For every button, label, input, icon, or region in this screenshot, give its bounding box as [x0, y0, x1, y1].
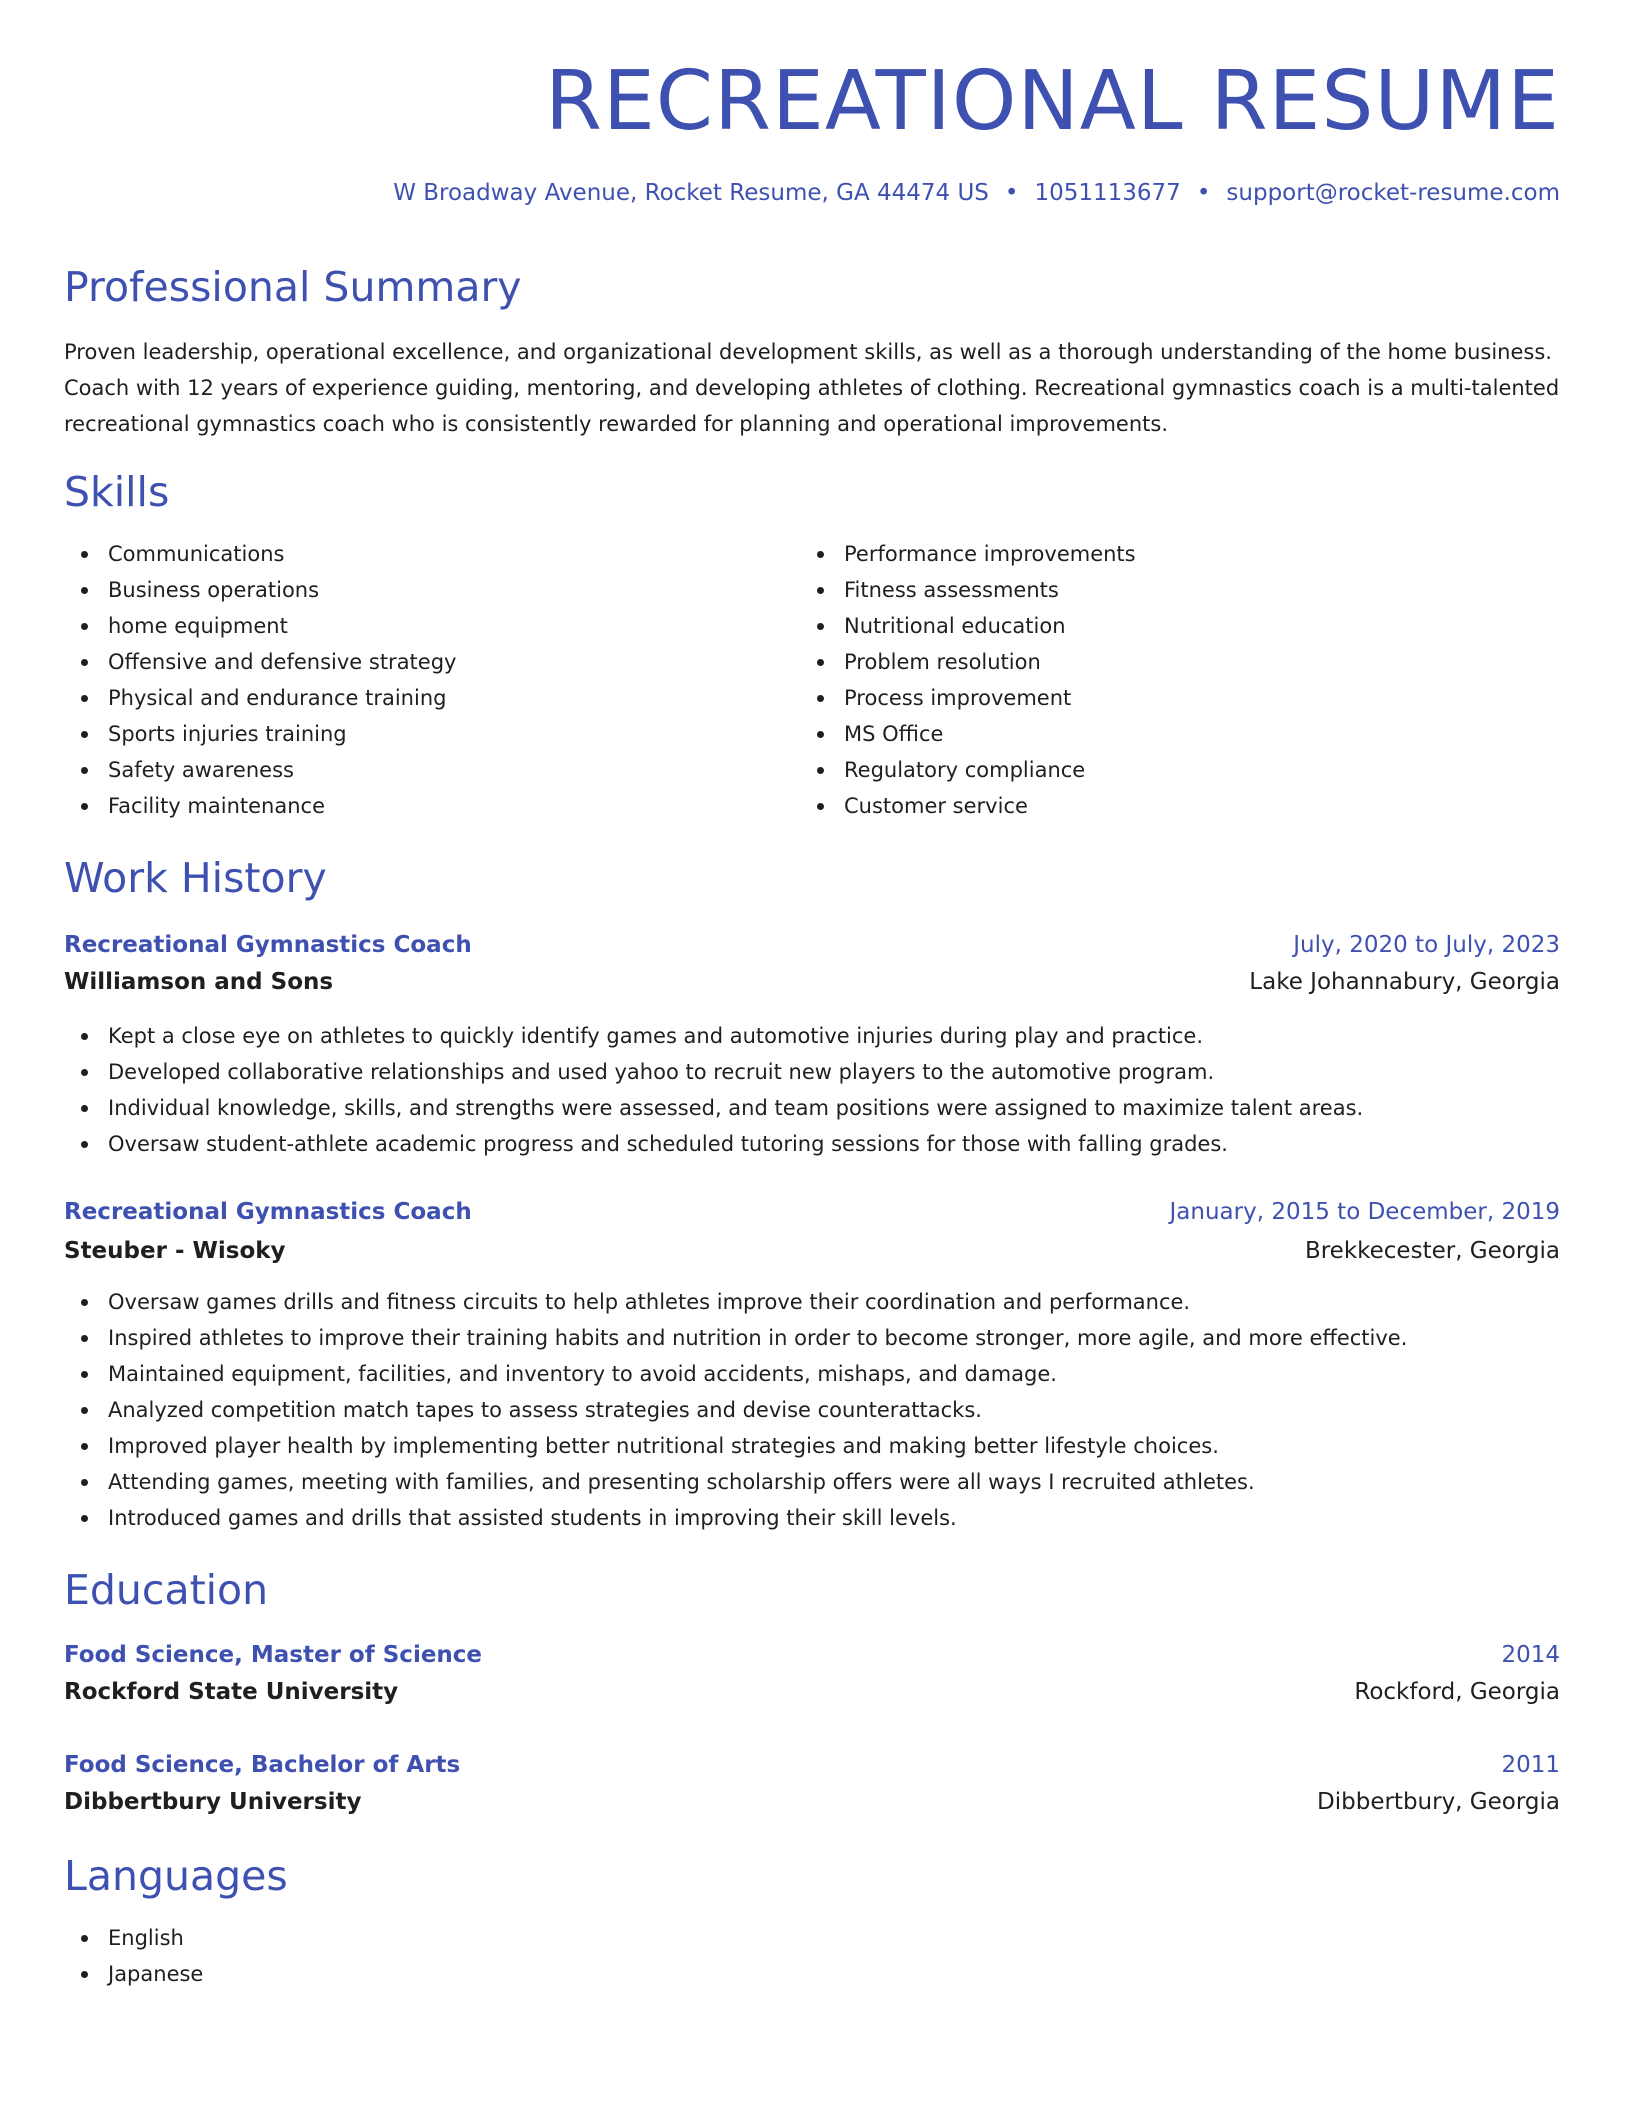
job-header	[64, 927, 1560, 963]
job-header	[64, 1194, 1560, 1230]
skills-list-right	[800, 536, 1136, 824]
education-degree: Food Science, Bachelor of Arts	[64, 1752, 461, 1778]
education-degree: Food Science, Master of Science	[64, 1642, 483, 1668]
education-school: Dibbertbury University	[64, 1789, 362, 1815]
skill-item: home equipment	[64, 608, 456, 644]
skill-item: Problem resolution	[800, 644, 1136, 680]
section-title-education: Education	[64, 1566, 269, 1614]
education-location: Dibbertbury, Georgia	[1317, 1789, 1560, 1815]
language-item: English	[64, 1920, 203, 1956]
section-title-skills: Skills	[64, 468, 170, 516]
education-header	[64, 1747, 1560, 1783]
skills-list-left	[64, 536, 456, 824]
job-bullet: Oversaw games drills and fitness circuits to help athletes improve their coordination and performance.	[64, 1284, 1407, 1320]
job-subheader	[64, 1233, 1560, 1269]
job-bullet: Analyzed competition match tapes to assess strategies and devise counterattacks.	[64, 1392, 1407, 1428]
education-year: 2011	[1501, 1752, 1560, 1778]
job-dates: July, 2020 to July, 2023	[1293, 932, 1560, 958]
contact-phone: 1051113677	[1034, 180, 1181, 206]
job-bullet: Inspired athletes to improve their training habits and nutrition in order to become stronger, more agile, and more effective.	[64, 1320, 1407, 1356]
education-header	[64, 1637, 1560, 1673]
contact-address: W Broadway Avenue, Rocket Resume, GA 44474 US	[393, 180, 989, 206]
education-subheader	[64, 1784, 1560, 1820]
skill-item: Regulatory compliance	[800, 752, 1136, 788]
skill-item: Safety awareness	[64, 752, 456, 788]
job-bullet: Attending games, meeting with families, and presenting scholarship offers were all ways I recruited athletes.	[64, 1464, 1407, 1500]
languages-list	[64, 1920, 203, 1992]
education-school: Rockford State University	[64, 1679, 399, 1705]
education-year: 2014	[1501, 1642, 1560, 1668]
job-subheader	[64, 964, 1560, 1000]
section-title-languages: Languages	[64, 1852, 288, 1900]
section-title-work-history: Work History	[64, 854, 327, 902]
job-dates: January, 2015 to December, 2019	[1169, 1199, 1560, 1225]
job-bullets	[64, 1018, 1363, 1162]
contact-separator: •	[1196, 180, 1211, 206]
job-bullet: Developed collaborative relationships and used yahoo to recruit new players to the automotive program.	[64, 1054, 1363, 1090]
education-location: Rockford, Georgia	[1354, 1679, 1560, 1705]
skill-item: Sports injuries training	[64, 716, 456, 752]
job-location: Brekkecester, Georgia	[1304, 1238, 1560, 1264]
contact-email[interactable]: support@rocket-resume.com	[1226, 180, 1560, 206]
job-bullet: Maintained equipment, facilities, and inventory to avoid accidents, mishaps, and damage.	[64, 1356, 1407, 1392]
job-employer: Williamson and Sons	[64, 969, 334, 995]
job-bullet: Oversaw student-athlete academic progress and scheduled tutoring sessions for those with falling grades.	[64, 1126, 1363, 1162]
job-role: Recreational Gymnastics Coach	[64, 932, 472, 958]
job-bullet: Improved player health by implementing better nutritional strategies and making better lifestyle choices.	[64, 1428, 1407, 1464]
education-subheader	[64, 1674, 1560, 1710]
job-role: Recreational Gymnastics Coach	[64, 1199, 472, 1225]
job-location: Lake Johannabury, Georgia	[1249, 969, 1560, 995]
skill-item: Offensive and defensive strategy	[64, 644, 456, 680]
skill-item: Fitness assessments	[800, 572, 1136, 608]
skill-item: Business operations	[64, 572, 456, 608]
skill-item: Physical and endurance training	[64, 680, 456, 716]
job-bullet: Introduced games and drills that assisted students in improving their skill levels.	[64, 1500, 1407, 1536]
skill-item: Process improvement	[800, 680, 1136, 716]
job-bullet: Kept a close eye on athletes to quickly identify games and automotive injuries during play and practice.	[64, 1018, 1363, 1054]
job-employer: Steuber - Wisoky	[64, 1238, 286, 1264]
contact-separator: •	[1004, 180, 1019, 206]
job-bullet: Individual knowledge, skills, and strengths were assessed, and team positions were assigned to maximize talent areas.	[64, 1090, 1363, 1126]
skill-item: Facility maintenance	[64, 788, 456, 824]
contact-line	[393, 178, 1560, 208]
summary-text: Proven leadership, operational excellence, and organizational development skills, as well as a thorough understanding of the home business. Coach with 12 years of experience guiding, mentoring, and developing athletes of clothing. Recreational gymnastics coach is a multi-talented recreational gymnastics coach who is consistently rewarded for planning and operational improvements.	[64, 340, 1560, 436]
skill-item: Performance improvements	[800, 536, 1136, 572]
skill-item: MS Office	[800, 716, 1136, 752]
skill-item: Customer service	[800, 788, 1136, 824]
resume-name: RECREATIONAL RESUME	[545, 54, 1560, 149]
language-item: Japanese	[64, 1956, 203, 1992]
skill-item: Nutritional education	[800, 608, 1136, 644]
job-bullets	[64, 1284, 1407, 1536]
skill-item: Communications	[64, 536, 456, 572]
section-title-summary: Professional Summary	[64, 263, 522, 311]
